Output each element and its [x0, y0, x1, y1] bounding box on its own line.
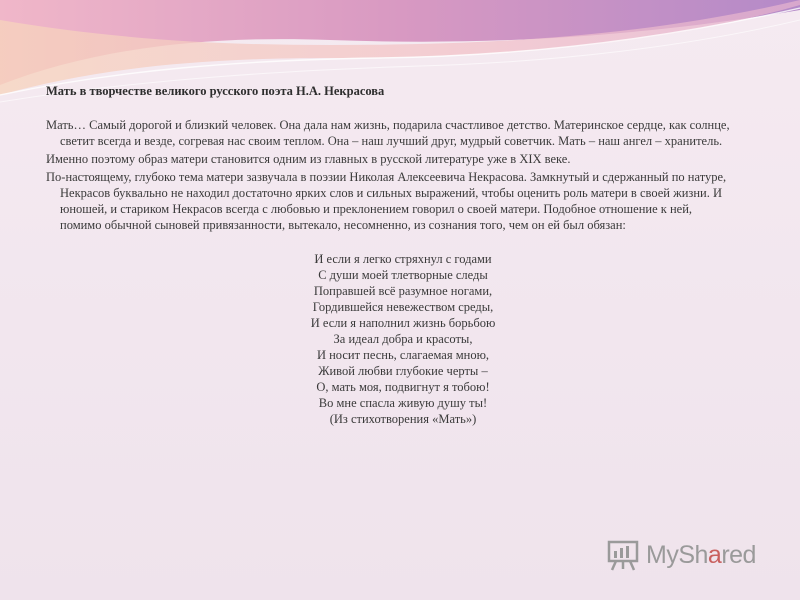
poem-line: С души моей тлетворные следы [318, 268, 488, 282]
poem-line: Живой любви глубокие черты – [318, 364, 488, 378]
logo-part-a: a [707, 540, 722, 569]
poem-line: И носит песнь, слагаемая мною, [316, 348, 490, 362]
poem-line: За идеал добра и красоты, [333, 332, 473, 346]
paragraph-intro: Мать… Самый дорогой и близкий человек. Она дала нам жизнь, подарила счастливое детство. Материнское сердце, как солнце, светит всегда и везде, согревая нас своим теплом. Она – наш лучший друг, мудрый советчик. Мать – наш ангел – хранитель. [46, 118, 730, 148]
paragraph-nekrasov: По-настоящему, глубоко тема матери зазвучала в поэзии Николая Алексеевича Некрасова. Замкнутый и сдержанный по натуре, Некрасов буквально не находил достаточно ярких слов и сильных выражений, чтобы оценить роль матери в своей жизни. И юношей, и стариком Некрасов всегда с любовью и преклонением говорил о своей матери. Подобное отношение к ней, помимо обычной сыновей привязанности, вытекало, несомненно, из сознания того, чем он ей был обязан: [46, 170, 727, 232]
poem-line: И если я наполнил жизнь борьбою [310, 316, 496, 330]
logo-part-sh: Sh [678, 540, 708, 569]
poem-line: Гордившейся невежеством среды, [312, 300, 494, 314]
poem-line: О, мать моя, подвигнут я тобою! [316, 380, 490, 394]
logo-part-my: My [646, 540, 679, 569]
presentation-board-icon [606, 539, 640, 571]
slide-content [46, 84, 736, 427]
slide-title: Мать в творчестве великого русского поэта Н.А. Некрасова [46, 84, 385, 98]
myshared-logo [606, 538, 756, 572]
poem-line: Поправшей всё разумное ногами, [313, 284, 493, 298]
poem-block [70, 251, 736, 427]
poem-source: (Из стихотворения «Мать») [329, 412, 477, 426]
logo-part-red: red [721, 540, 756, 569]
logo-wordmark [646, 541, 756, 570]
poem-line: И если я легко стряхнул с годами [314, 252, 492, 266]
poem-line: Во мне спасла живую душу ты! [318, 396, 488, 410]
paragraph-xix-century: Именно поэтому образ матери становится одним из главных в русской литературе уже в XIX веке. [46, 152, 571, 166]
